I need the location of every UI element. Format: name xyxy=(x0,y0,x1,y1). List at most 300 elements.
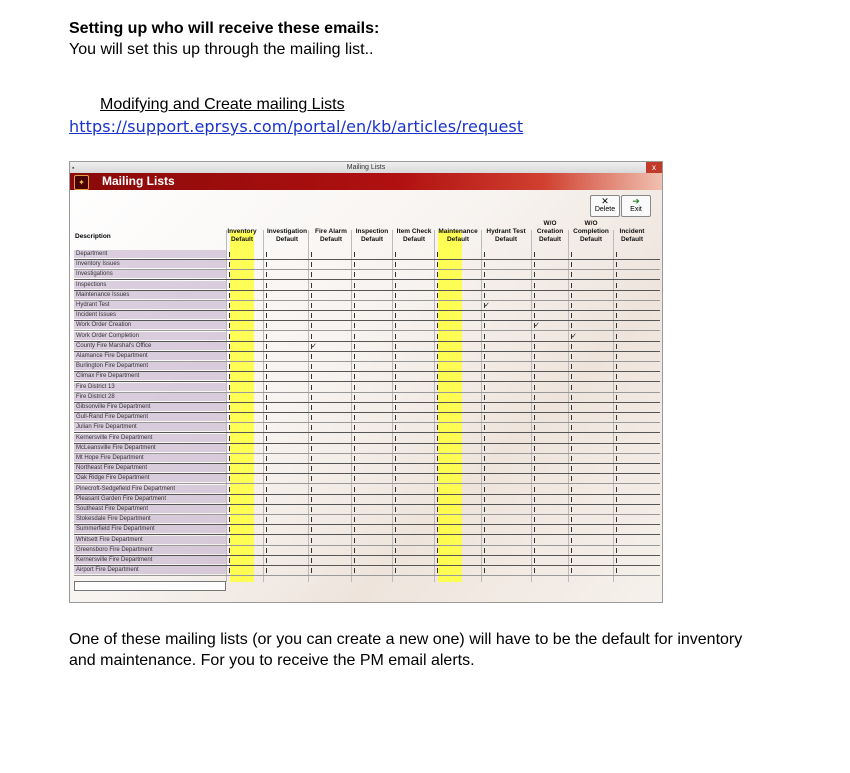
default-checkbox[interactable] xyxy=(484,425,485,430)
default-checkbox[interactable] xyxy=(484,497,485,502)
default-checkbox[interactable] xyxy=(354,487,355,492)
default-checkbox[interactable] xyxy=(266,487,267,492)
default-checkbox[interactable] xyxy=(484,568,485,573)
default-checkbox[interactable] xyxy=(437,558,438,563)
default-checkbox[interactable] xyxy=(616,497,617,502)
default-checkbox[interactable] xyxy=(266,293,267,298)
default-checkbox[interactable] xyxy=(311,527,312,532)
default-checkbox[interactable] xyxy=(354,252,355,257)
default-checkbox[interactable] xyxy=(437,446,438,451)
default-checkbox[interactable] xyxy=(484,354,485,359)
default-checkbox[interactable] xyxy=(437,272,438,277)
mailing-list-row-description[interactable]: Fire District 13 xyxy=(74,383,226,391)
default-checkbox[interactable] xyxy=(311,283,312,288)
default-checkbox[interactable] xyxy=(437,374,438,379)
mailing-list-row-description[interactable]: Kernersville Fire Department xyxy=(74,434,226,442)
default-checkbox[interactable] xyxy=(534,334,535,339)
default-checkbox[interactable] xyxy=(437,395,438,400)
default-checkbox[interactable] xyxy=(229,395,230,400)
default-checkbox[interactable] xyxy=(571,374,572,379)
default-checkbox[interactable] xyxy=(354,466,355,471)
default-checkbox[interactable] xyxy=(229,466,230,471)
default-checkbox[interactable] xyxy=(437,334,438,339)
default-checkbox[interactable] xyxy=(484,436,485,441)
checked-checkbox[interactable]: ✓ xyxy=(571,332,577,340)
default-checkbox[interactable] xyxy=(571,527,572,532)
default-checkbox[interactable] xyxy=(395,517,396,522)
default-checkbox[interactable] xyxy=(484,527,485,532)
default-checkbox[interactable] xyxy=(266,466,267,471)
default-checkbox[interactable] xyxy=(395,456,396,461)
mailing-list-row-description[interactable]: McLeansville Fire Department xyxy=(74,444,226,452)
default-checkbox[interactable] xyxy=(484,344,485,349)
default-checkbox[interactable] xyxy=(571,517,572,522)
default-checkbox[interactable] xyxy=(616,364,617,369)
default-checkbox[interactable] xyxy=(437,344,438,349)
default-checkbox[interactable] xyxy=(229,456,230,461)
delete-button[interactable] xyxy=(590,195,620,217)
default-checkbox[interactable] xyxy=(571,323,572,328)
default-checkbox[interactable] xyxy=(354,497,355,502)
default-checkbox[interactable] xyxy=(395,538,396,543)
default-checkbox[interactable] xyxy=(311,476,312,481)
column-header-8[interactable]: W/O Completion Default xyxy=(573,220,609,243)
default-checkbox[interactable] xyxy=(616,548,617,553)
kb-article-link[interactable]: https://support.eprsys.com/portal/en/kb/articles/request xyxy=(69,117,524,136)
mailing-list-row-description[interactable]: Alamance Fire Department xyxy=(74,352,226,360)
default-checkbox[interactable] xyxy=(534,272,535,277)
default-checkbox[interactable] xyxy=(354,568,355,573)
default-checkbox[interactable] xyxy=(534,354,535,359)
default-checkbox[interactable] xyxy=(571,262,572,267)
default-checkbox[interactable] xyxy=(311,538,312,543)
new-description-input[interactable] xyxy=(74,581,226,591)
mailing-list-row-description[interactable]: Gull-Rand Fire Department xyxy=(74,413,226,421)
default-checkbox[interactable] xyxy=(395,364,396,369)
default-checkbox[interactable] xyxy=(534,262,535,267)
default-checkbox[interactable] xyxy=(534,374,535,379)
mailing-list-row-description[interactable]: Northeast Fire Department xyxy=(74,464,226,472)
default-checkbox[interactable] xyxy=(266,364,267,369)
default-checkbox[interactable] xyxy=(266,283,267,288)
default-checkbox[interactable] xyxy=(534,252,535,257)
default-checkbox[interactable] xyxy=(266,385,267,390)
default-checkbox[interactable] xyxy=(395,568,396,573)
default-checkbox[interactable] xyxy=(616,395,617,400)
default-checkbox[interactable] xyxy=(229,262,230,267)
default-checkbox[interactable] xyxy=(484,487,485,492)
default-checkbox[interactable] xyxy=(354,476,355,481)
default-checkbox[interactable] xyxy=(311,354,312,359)
default-checkbox[interactable] xyxy=(354,446,355,451)
default-checkbox[interactable] xyxy=(395,487,396,492)
default-checkbox[interactable] xyxy=(484,293,485,298)
default-checkbox[interactable] xyxy=(229,568,230,573)
default-checkbox[interactable] xyxy=(534,313,535,318)
default-checkbox[interactable] xyxy=(354,527,355,532)
default-checkbox[interactable] xyxy=(354,538,355,543)
default-checkbox[interactable] xyxy=(229,446,230,451)
default-checkbox[interactable] xyxy=(395,405,396,410)
default-checkbox[interactable] xyxy=(354,415,355,420)
mailing-list-row-description[interactable]: County Fire Marshal's Office xyxy=(74,342,226,350)
default-checkbox[interactable] xyxy=(437,283,438,288)
default-checkbox[interactable] xyxy=(395,385,396,390)
default-checkbox[interactable] xyxy=(484,252,485,257)
mailing-list-row-description[interactable]: Fire District 28 xyxy=(74,393,226,401)
mailing-list-row-description[interactable]: Work Order Completion xyxy=(74,332,226,340)
default-checkbox[interactable] xyxy=(311,466,312,471)
default-checkbox[interactable] xyxy=(354,385,355,390)
mailing-list-row-description[interactable]: Pinecroft-Sedgefield Fire Department xyxy=(74,485,226,493)
default-checkbox[interactable] xyxy=(395,313,396,318)
default-checkbox[interactable] xyxy=(354,323,355,328)
default-checkbox[interactable] xyxy=(395,446,396,451)
default-checkbox[interactable] xyxy=(437,527,438,532)
default-checkbox[interactable] xyxy=(266,252,267,257)
default-checkbox[interactable] xyxy=(354,425,355,430)
default-checkbox[interactable] xyxy=(311,507,312,512)
default-checkbox[interactable] xyxy=(229,313,230,318)
default-checkbox[interactable] xyxy=(229,323,230,328)
default-checkbox[interactable] xyxy=(395,395,396,400)
default-checkbox[interactable] xyxy=(395,425,396,430)
default-checkbox[interactable] xyxy=(354,262,355,267)
default-checkbox[interactable] xyxy=(437,293,438,298)
default-checkbox[interactable] xyxy=(534,436,535,441)
default-checkbox[interactable] xyxy=(616,507,617,512)
default-checkbox[interactable] xyxy=(571,252,572,257)
default-checkbox[interactable] xyxy=(311,262,312,267)
default-checkbox[interactable] xyxy=(311,446,312,451)
default-checkbox[interactable] xyxy=(484,395,485,400)
default-checkbox[interactable] xyxy=(616,262,617,267)
mailing-list-row-description[interactable]: Mt Hope Fire Department xyxy=(74,454,226,462)
default-checkbox[interactable] xyxy=(571,466,572,471)
default-checkbox[interactable] xyxy=(354,558,355,563)
default-checkbox[interactable] xyxy=(484,415,485,420)
mailing-list-row-description[interactable]: Inspections xyxy=(74,281,226,289)
default-checkbox[interactable] xyxy=(571,272,572,277)
default-checkbox[interactable] xyxy=(616,446,617,451)
default-checkbox[interactable] xyxy=(616,385,617,390)
default-checkbox[interactable] xyxy=(571,568,572,573)
default-checkbox[interactable] xyxy=(311,517,312,522)
default-checkbox[interactable] xyxy=(229,425,230,430)
default-checkbox[interactable] xyxy=(266,405,267,410)
default-checkbox[interactable] xyxy=(266,415,267,420)
default-checkbox[interactable] xyxy=(571,446,572,451)
default-checkbox[interactable] xyxy=(437,354,438,359)
default-checkbox[interactable] xyxy=(534,476,535,481)
default-checkbox[interactable] xyxy=(437,425,438,430)
default-checkbox[interactable] xyxy=(354,364,355,369)
default-checkbox[interactable] xyxy=(534,487,535,492)
default-checkbox[interactable] xyxy=(229,517,230,522)
default-checkbox[interactable] xyxy=(395,283,396,288)
column-header-0[interactable]: Inventory Default xyxy=(227,228,257,243)
default-checkbox[interactable] xyxy=(437,313,438,318)
mailing-list-row-description[interactable]: Climax Fire Department xyxy=(74,372,226,380)
default-checkbox[interactable] xyxy=(229,303,230,308)
default-checkbox[interactable] xyxy=(354,517,355,522)
default-checkbox[interactable] xyxy=(395,507,396,512)
default-checkbox[interactable] xyxy=(616,415,617,420)
default-checkbox[interactable] xyxy=(437,303,438,308)
default-checkbox[interactable] xyxy=(534,527,535,532)
default-checkbox[interactable] xyxy=(229,334,230,339)
default-checkbox[interactable] xyxy=(266,303,267,308)
default-checkbox[interactable] xyxy=(395,344,396,349)
default-checkbox[interactable] xyxy=(266,436,267,441)
default-checkbox[interactable] xyxy=(395,262,396,267)
default-checkbox[interactable] xyxy=(437,415,438,420)
column-header-7[interactable]: W/O Creation Default xyxy=(536,220,564,243)
default-checkbox[interactable] xyxy=(484,517,485,522)
default-checkbox[interactable] xyxy=(571,385,572,390)
default-checkbox[interactable] xyxy=(229,405,230,410)
default-checkbox[interactable] xyxy=(484,456,485,461)
mailing-list-row-description[interactable]: Stokesdale Fire Department xyxy=(74,515,226,523)
mailing-list-row-description[interactable]: Julian Fire Department xyxy=(74,423,226,431)
default-checkbox[interactable] xyxy=(571,487,572,492)
default-checkbox[interactable] xyxy=(484,476,485,481)
default-checkbox[interactable] xyxy=(616,323,617,328)
default-checkbox[interactable] xyxy=(311,334,312,339)
default-checkbox[interactable] xyxy=(616,527,617,532)
default-checkbox[interactable] xyxy=(266,517,267,522)
default-checkbox[interactable] xyxy=(437,252,438,257)
default-checkbox[interactable] xyxy=(616,283,617,288)
default-checkbox[interactable] xyxy=(229,558,230,563)
default-checkbox[interactable] xyxy=(311,374,312,379)
mailing-list-row-description[interactable]: Investigations xyxy=(74,270,226,278)
default-checkbox[interactable] xyxy=(395,323,396,328)
default-checkbox[interactable] xyxy=(354,507,355,512)
default-checkbox[interactable] xyxy=(311,293,312,298)
column-header-2[interactable]: Fire Alarm Default xyxy=(315,228,347,243)
default-checkbox[interactable] xyxy=(534,283,535,288)
default-checkbox[interactable] xyxy=(266,374,267,379)
default-checkbox[interactable] xyxy=(395,272,396,277)
default-checkbox[interactable] xyxy=(534,344,535,349)
default-checkbox[interactable] xyxy=(616,374,617,379)
default-checkbox[interactable] xyxy=(395,497,396,502)
default-checkbox[interactable] xyxy=(395,374,396,379)
checked-checkbox[interactable]: ✓ xyxy=(534,322,540,330)
mailing-list-row-description[interactable]: Work Order Creation xyxy=(74,321,226,329)
mailing-list-row-description[interactable]: Oak Ridge Fire Department xyxy=(74,474,226,482)
default-checkbox[interactable] xyxy=(437,436,438,441)
default-checkbox[interactable] xyxy=(484,405,485,410)
default-checkbox[interactable] xyxy=(534,497,535,502)
default-checkbox[interactable] xyxy=(311,425,312,430)
default-checkbox[interactable] xyxy=(571,364,572,369)
default-checkbox[interactable] xyxy=(395,303,396,308)
default-checkbox[interactable] xyxy=(534,538,535,543)
default-checkbox[interactable] xyxy=(571,415,572,420)
default-checkbox[interactable] xyxy=(571,354,572,359)
column-header-3[interactable]: Inspection Default xyxy=(355,228,389,243)
default-checkbox[interactable] xyxy=(484,323,485,328)
default-checkbox[interactable] xyxy=(266,272,267,277)
default-checkbox[interactable] xyxy=(616,517,617,522)
default-checkbox[interactable] xyxy=(311,436,312,441)
default-checkbox[interactable] xyxy=(484,558,485,563)
default-checkbox[interactable] xyxy=(534,395,535,400)
default-checkbox[interactable] xyxy=(266,456,267,461)
default-checkbox[interactable] xyxy=(534,364,535,369)
default-checkbox[interactable] xyxy=(484,262,485,267)
default-checkbox[interactable] xyxy=(616,487,617,492)
default-checkbox[interactable] xyxy=(616,344,617,349)
default-checkbox[interactable] xyxy=(266,313,267,318)
default-checkbox[interactable] xyxy=(534,293,535,298)
mailing-list-row-description[interactable]: Southeast Fire Department xyxy=(74,505,226,513)
default-checkbox[interactable] xyxy=(484,313,485,318)
default-checkbox[interactable] xyxy=(266,558,267,563)
default-checkbox[interactable] xyxy=(395,466,396,471)
default-checkbox[interactable] xyxy=(571,425,572,430)
default-checkbox[interactable] xyxy=(616,272,617,277)
default-checkbox[interactable] xyxy=(534,415,535,420)
default-checkbox[interactable] xyxy=(571,313,572,318)
default-checkbox[interactable] xyxy=(437,497,438,502)
default-checkbox[interactable] xyxy=(395,415,396,420)
mailing-list-row-description[interactable]: Airport Fire Department xyxy=(74,566,226,574)
default-checkbox[interactable] xyxy=(266,548,267,553)
default-checkbox[interactable] xyxy=(534,425,535,430)
default-checkbox[interactable] xyxy=(484,538,485,543)
default-checkbox[interactable] xyxy=(311,497,312,502)
default-checkbox[interactable] xyxy=(354,293,355,298)
default-checkbox[interactable] xyxy=(534,385,535,390)
default-checkbox[interactable] xyxy=(229,252,230,257)
default-checkbox[interactable] xyxy=(571,548,572,553)
default-checkbox[interactable] xyxy=(534,303,535,308)
mailing-list-row-description[interactable]: Greensboro Fire Department xyxy=(74,546,226,554)
default-checkbox[interactable] xyxy=(395,293,396,298)
default-checkbox[interactable] xyxy=(616,405,617,410)
default-checkbox[interactable] xyxy=(437,385,438,390)
column-header-6[interactable]: Hydrant Test Default xyxy=(486,228,526,243)
default-checkbox[interactable] xyxy=(229,497,230,502)
default-checkbox[interactable] xyxy=(354,456,355,461)
default-checkbox[interactable] xyxy=(229,272,230,277)
default-checkbox[interactable] xyxy=(266,344,267,349)
default-checkbox[interactable] xyxy=(266,476,267,481)
default-checkbox[interactable] xyxy=(354,405,355,410)
default-checkbox[interactable] xyxy=(354,374,355,379)
default-checkbox[interactable] xyxy=(616,466,617,471)
default-checkbox[interactable] xyxy=(311,385,312,390)
default-checkbox[interactable] xyxy=(571,395,572,400)
default-checkbox[interactable] xyxy=(311,272,312,277)
checked-checkbox[interactable]: ✓ xyxy=(311,342,317,350)
default-checkbox[interactable] xyxy=(354,548,355,553)
default-checkbox[interactable] xyxy=(616,436,617,441)
default-checkbox[interactable] xyxy=(266,507,267,512)
default-checkbox[interactable] xyxy=(571,436,572,441)
default-checkbox[interactable] xyxy=(311,395,312,400)
default-checkbox[interactable] xyxy=(437,538,438,543)
default-checkbox[interactable] xyxy=(616,568,617,573)
default-checkbox[interactable] xyxy=(229,538,230,543)
default-checkbox[interactable] xyxy=(571,293,572,298)
default-checkbox[interactable] xyxy=(311,313,312,318)
default-checkbox[interactable] xyxy=(311,323,312,328)
default-checkbox[interactable] xyxy=(484,364,485,369)
default-checkbox[interactable] xyxy=(616,425,617,430)
default-checkbox[interactable] xyxy=(229,354,230,359)
mailing-list-row-description[interactable]: Pleasant Garden Fire Department xyxy=(74,495,226,503)
mailing-list-row-description[interactable]: Incident Issues xyxy=(74,311,226,319)
default-checkbox[interactable] xyxy=(229,436,230,441)
default-checkbox[interactable] xyxy=(571,405,572,410)
default-checkbox[interactable] xyxy=(395,436,396,441)
default-checkbox[interactable] xyxy=(437,548,438,553)
default-checkbox[interactable] xyxy=(571,558,572,563)
default-checkbox[interactable] xyxy=(395,527,396,532)
default-checkbox[interactable] xyxy=(437,323,438,328)
default-checkbox[interactable] xyxy=(616,558,617,563)
default-checkbox[interactable] xyxy=(437,476,438,481)
default-checkbox[interactable] xyxy=(484,283,485,288)
default-checkbox[interactable] xyxy=(354,436,355,441)
mailing-list-row-description[interactable]: Whitsett Fire Department xyxy=(74,536,226,544)
default-checkbox[interactable] xyxy=(266,334,267,339)
default-checkbox[interactable] xyxy=(266,497,267,502)
default-checkbox[interactable] xyxy=(311,364,312,369)
default-checkbox[interactable] xyxy=(266,425,267,430)
default-checkbox[interactable] xyxy=(354,334,355,339)
default-checkbox[interactable] xyxy=(229,476,230,481)
default-checkbox[interactable] xyxy=(311,568,312,573)
default-checkbox[interactable] xyxy=(616,456,617,461)
default-checkbox[interactable] xyxy=(534,405,535,410)
close-button[interactable]: x xyxy=(646,162,662,173)
default-checkbox[interactable] xyxy=(484,374,485,379)
default-checkbox[interactable] xyxy=(437,517,438,522)
default-checkbox[interactable] xyxy=(354,354,355,359)
checked-checkbox[interactable]: ✓ xyxy=(484,302,490,309)
default-checkbox[interactable] xyxy=(266,527,267,532)
column-header-5[interactable]: Maintenance Default xyxy=(438,228,478,243)
default-checkbox[interactable] xyxy=(484,446,485,451)
default-checkbox[interactable] xyxy=(395,354,396,359)
default-checkbox[interactable] xyxy=(571,283,572,288)
default-checkbox[interactable] xyxy=(437,405,438,410)
default-checkbox[interactable] xyxy=(534,507,535,512)
default-checkbox[interactable] xyxy=(229,374,230,379)
default-checkbox[interactable] xyxy=(534,446,535,451)
default-checkbox[interactable] xyxy=(266,323,267,328)
default-checkbox[interactable] xyxy=(266,568,267,573)
default-checkbox[interactable] xyxy=(571,344,572,349)
default-checkbox[interactable] xyxy=(311,487,312,492)
default-checkbox[interactable] xyxy=(354,395,355,400)
default-checkbox[interactable] xyxy=(354,344,355,349)
default-checkbox[interactable] xyxy=(484,466,485,471)
default-checkbox[interactable] xyxy=(266,262,267,267)
default-checkbox[interactable] xyxy=(354,283,355,288)
default-checkbox[interactable] xyxy=(354,272,355,277)
default-checkbox[interactable] xyxy=(395,558,396,563)
default-checkbox[interactable] xyxy=(395,252,396,257)
default-checkbox[interactable] xyxy=(395,548,396,553)
default-checkbox[interactable] xyxy=(437,466,438,471)
column-header-1[interactable]: Investigation Default xyxy=(266,228,308,243)
